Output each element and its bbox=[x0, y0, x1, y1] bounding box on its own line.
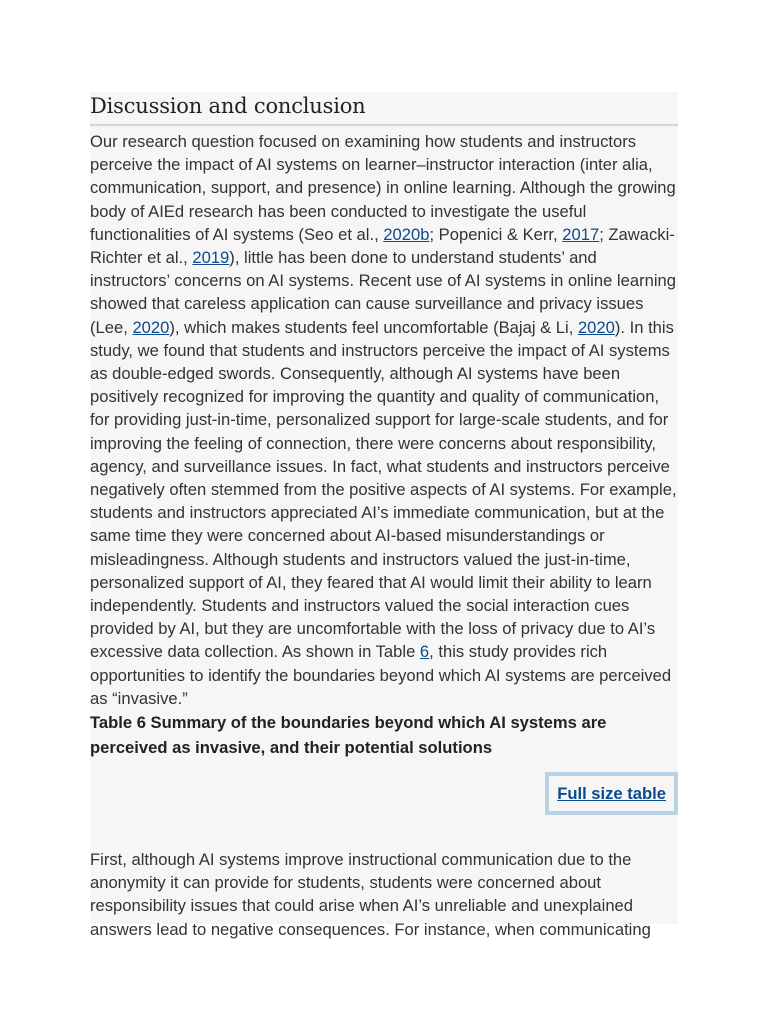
section-heading: Discussion and conclusion bbox=[90, 92, 678, 126]
discussion-paragraph-2: First, although AI systems improve instructional communication due to the anonymity it can provide for students, students were concerned about responsibility issues that could arise when AI’s unreliable and unexplained answers lead to negative consequences. For instance, when communicating bbox=[90, 850, 651, 939]
paragraph-text: ). In this study, we found that students and instructors perceive the impact of AI systems as double-edged swords. Consequently, although AI systems have been positively recognized for improving the quantity and quality of communication, for providing just-in-time, personalized support for large-scale students, and for improving the feeling of connection, there were concerns about responsibility, agency, and surveillance issues. In fact, what students and instructors perceive negatively often stemmed from the positive aspects of AI systems. For example, students and instructors appreciated AI’s immediate communication, but at the same time they were concerned about AI-based misunderstandings or misleadingness. Although students and instructors valued the just-in-time, personalized support of AI, they feared that AI would limit their ability to learn independently. Students and instructors valued the social interaction cues provided by AI, but they are uncomfortable with the loss of privacy due to AI’s excessive data collection. As shown in Table bbox=[90, 317, 677, 662]
paragraph-text: ; Popenici & Kerr, bbox=[429, 224, 563, 244]
article-section bbox=[90, 92, 678, 939]
citation-link-zawacki-richter-2019[interactable]: 2019 bbox=[192, 248, 230, 268]
paragraph-text: Our research question focused on examining how students and instructors perceive the impact of AI systems on learner–instructor interaction (inter alia, communication, support, and presence) in online learning. Although the growing body of AIEd research has been conducted to investigate the useful functionalities of AI systems (Seo et al., bbox=[90, 132, 676, 244]
citation-link-lee-2020[interactable]: 2020 bbox=[132, 317, 170, 337]
paragraph-text: ; Zawacki-Richter et al., bbox=[90, 224, 675, 268]
citation-link-popenici-2017[interactable]: 2017 bbox=[562, 224, 600, 244]
table-6-link[interactable]: 6 bbox=[419, 642, 430, 662]
paragraph-text: , this study provides rich opportunities to identify the boundaries beyond which AI systems are perceived as “invasive.” bbox=[90, 642, 672, 708]
full-size-table-button[interactable]: Full size table bbox=[545, 772, 678, 815]
citation-link-seo-2020b[interactable]: 2020b bbox=[383, 224, 430, 244]
paragraph-text: ), which makes students feel uncomfortable (Bajaj & Li, bbox=[169, 317, 578, 337]
paragraph-text: ), little has been done to understand students’ and instructors’ concerns on AI systems. Recent use of AI systems in online learning showed that careless application can cause surveillance and privacy issues (Lee, bbox=[90, 248, 676, 337]
discussion-paragraph bbox=[90, 130, 678, 710]
full-size-table-row bbox=[90, 760, 678, 848]
table-6-caption: Table 6 Summary of the boundaries beyond which AI systems are perceived as invasive, and their potential solutions bbox=[90, 713, 607, 758]
citation-link-bajaj-li-2020[interactable]: 2020 bbox=[577, 317, 615, 337]
